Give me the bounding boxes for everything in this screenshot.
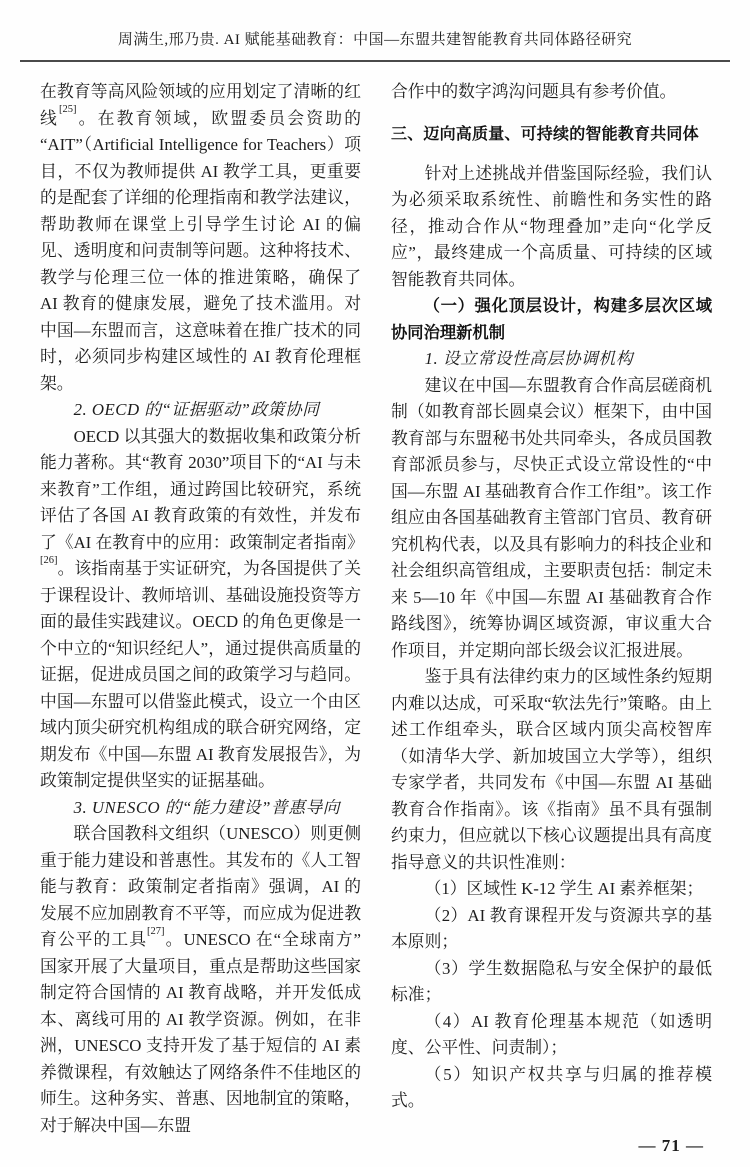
subhead-oecd: 2. OECD 的“证据驱动”政策协同 <box>73 400 320 419</box>
page-number: — 71 — <box>638 1135 704 1155</box>
paragraph-redline-rest: 。在教育领域，欧盟委员会资助的“AIT”（Artificial Intelligence for Teachers）项目，不仅为教师提供 AI 教学工具，更重要的是配套了详细的伦理指南和教学法建议，帮助教师在课堂上引导学生讨论 AI 的偏见、透明度和问责制等问题。这种将技术、教学与伦理三位一体的推进策略，确保了 AI 教育的健康发展，避免了技术滥用。对中国—东盟而言，这意味着在推广技术的同时，必须同步构建区域性的 AI 教育伦理框架。 <box>40 108 361 393</box>
right-column <box>391 79 712 1156</box>
running-head-title: 周满生,邢乃贵. AI 赋能基础教育：中国—东盟共建智能教育共同体路径研究 <box>117 32 633 48</box>
paragraph-intro: 针对上述挑战并借鉴国际经验，我们认为必须采取系统性、前瞻性和务实性的路径，推动合作从“物理叠加”走向“化学反应”，最终建成一个高质量、可持续的区域智能教育共同体。 <box>391 163 712 289</box>
numbered-subhead-coordination: 1. 设立常设性高层协调机构 <box>424 349 633 368</box>
two-column-body <box>0 62 750 1156</box>
subhead-unesco: 3. UNESCO 的“能力建设”普惠导向 <box>73 797 341 817</box>
paragraph-unesco-text: 联合国教科文组织（UNESCO）则更侧重于能力建设和普惠性。其发布的《人工智能与教育：政策制定者指南》强调，AI 的发展不应加剧教育不平等，而应成为促进教育公平的工具 <box>40 824 361 949</box>
left-column <box>40 79 364 1156</box>
paragraph-redline-text: 在教育等高风险领域的应用划定了清晰的红线 <box>40 82 361 128</box>
paragraph-oecd-rest: 。该指南基于实证研究，为各国提供了关于课程设计、教师培训、基础设施投资等方面的最佳实践建议。OECD 的角色更像是一个中立的“知识经纪人”，通过提供高质量的证据，促进成员国之间的政策学习与趋同。中国—东盟可以借鉴此模式，设立一个由区域内顶尖研究机构组成的联合研究网络，定期发布《中国—东盟 AI 教育发展报告》，为政策制定提供坚实的证据基础。 <box>40 559 361 790</box>
list-item-3: （3）学生数据隐私与安全保护的最低标准； <box>391 958 712 1004</box>
paragraph-softlaw: 鉴于具有法律约束力的区域性条约短期内难以达成，可采取“软法先行”策略。由上述工作组牵头，联合区域内顶尖高校智库（如清华大学、新加坡国立大学等），组织专家学者，共同发布《中国—东盟 AI 基础教育合作指南》。该《指南》虽不具有强制约束力，但应就以下核心议题提出具有高度指导意义的共识性准则： <box>391 667 712 872</box>
list-item-4: （4）AI 教育伦理基本规范（如透明度、公平性、问责制）； <box>391 1011 712 1057</box>
paragraph-continued: 合作中的数字鸿沟问题具有参考价值。 <box>391 82 677 101</box>
running-head <box>20 0 730 62</box>
list-item-5: （5）知识产权共享与归属的推荐模式。 <box>391 1064 712 1110</box>
list-item-2: （2）AI 教育课程开发与资源共享的基本原则； <box>391 905 712 951</box>
paragraph-unesco-rest: 。UNESCO 在“全球南方”国家开展了大量项目，重点是帮助这些国家制定符合国情的 AI 教育战略，并开发低成本、离线可用的 AI 教学资源。例如，在非洲，UNESCO 支持开发了基于短信的 AI 素养微课程，有效触达了网络条件不佳地区的师生。这种务实、普惠、因地制宜的策略，对于解决中国—东盟 <box>40 930 361 1135</box>
paragraph-unesco <box>40 821 361 1139</box>
citation-27: [27] <box>147 925 165 937</box>
paragraph-redline <box>40 79 361 397</box>
citation-26: [26] <box>40 554 58 566</box>
subsection-heading-one: （一）强化顶层设计，构建多层次区域协同治理新机制 <box>391 297 712 342</box>
citation-25: [25] <box>58 104 77 116</box>
list-item-1: （1）区域性 K-12 学生 AI 素养框架； <box>424 879 704 898</box>
paragraph-oecd <box>40 424 364 795</box>
paragraph-oecd-text: OECD 以其强大的数据收集和政策分析能力著称。其“教育 2030”项目下的“AI 与未来教育”工作组，通过跨国比较研究，系统评估了各国 AI 教育政策的有效性，并发布了《AI 在教育中的应用：政策制定者指南》 <box>40 426 364 552</box>
section-heading-three: 三、迈向高质量、可持续的智能教育共同体 <box>391 125 699 143</box>
paragraph-mechanism: 建议在中国—东盟教育合作高层磋商机制（如教育部长圆桌会议）框架下，由中国教育部与东盟秘书处共同牵头，各成员国教育部派员参与，尽快正式设立常设性的“中国—东盟 AI 基础教育合作工作组”。该工作组应由各国基础教育主管部门官员、教育研究机构代表，以及具有影响力的科技企业和社会组织高管组成，主要职责包括：制定未来 5—10 年《中国—东盟 AI 基础教育合作路线图》，统筹协调区域资源，审议重大合作项目，并定期向部长级会议汇报进展。 <box>391 375 712 660</box>
